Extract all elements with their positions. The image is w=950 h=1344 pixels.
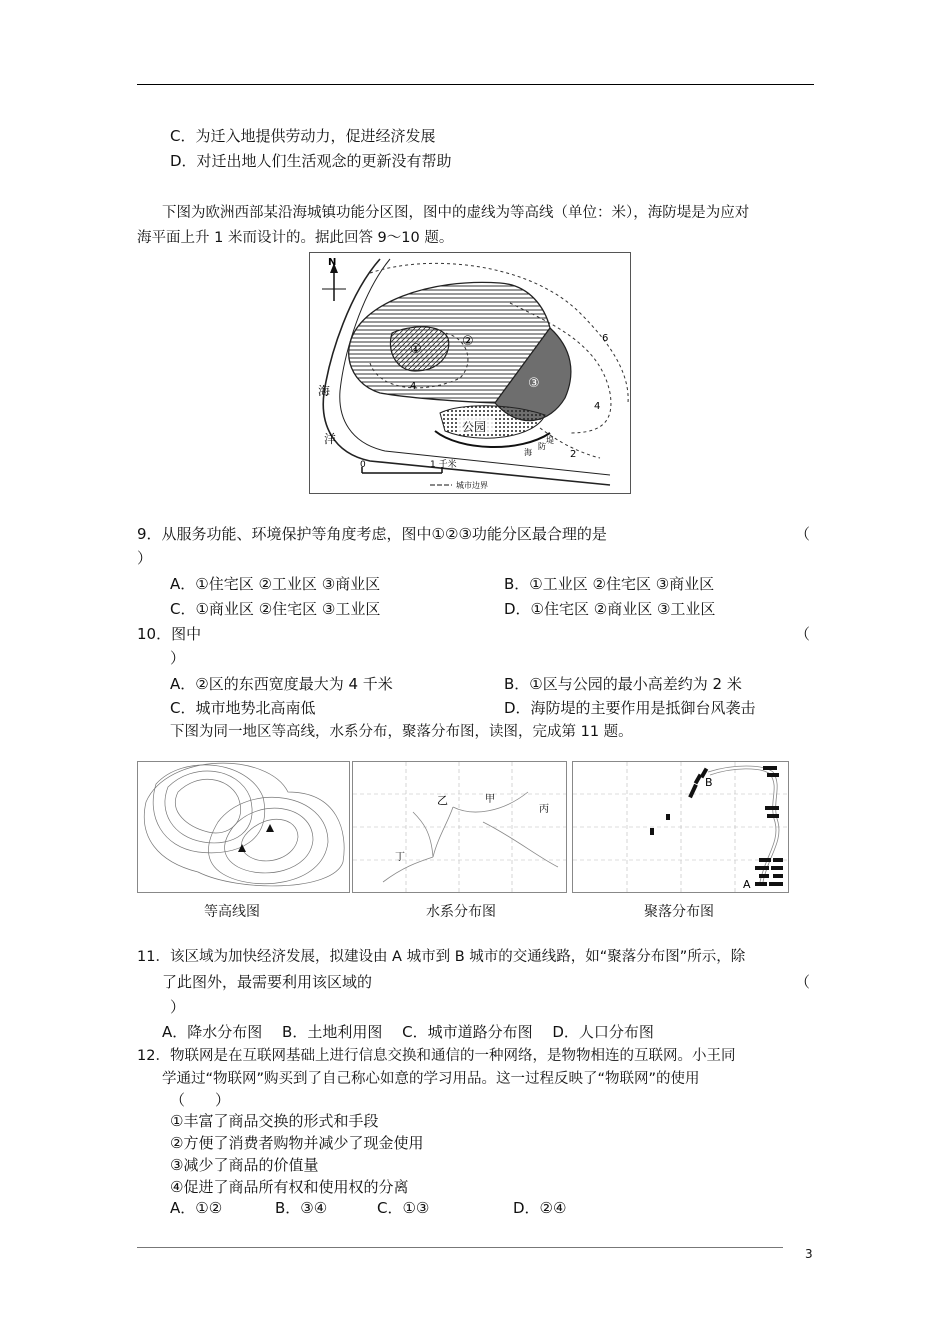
q12-line1: 12．物联网是在互联网基础上进行信息交换和通信的一种网络，是物物相连的互联网。小王同 (137, 1048, 736, 1064)
prev-option-c: C．为迁入地提供劳动力，促进经济发展 (170, 127, 436, 145)
scale-1km-label: 1 千米 (430, 460, 457, 470)
intro-9-10-line2: 海平面上升 1 米而设计的。据此回答 9～10 题。 (137, 230, 454, 246)
q11-paren-close: ） (170, 998, 186, 1016)
q11-paren-open: （ (795, 973, 811, 991)
q12-statement-4: ④促进了商品所有权和使用权的分离 (170, 1178, 409, 1196)
page-number: 3 (805, 1247, 813, 1261)
q9-paren-close: ） (137, 549, 153, 567)
zone-1-label: ① (410, 342, 422, 357)
legend-city-boundary: 城市边界 (456, 481, 488, 490)
q12-statement-1: ①丰富了商品交换的形式和手段 (170, 1112, 379, 1130)
q10-paren-close: ） (170, 649, 186, 667)
q12-option-d: D．②④ (513, 1199, 567, 1217)
q9-stem: 9．从服务功能、环境保护等角度考虑，图中①②③功能分区最合理的是 (137, 525, 607, 543)
q12-line2: 学通过“物联网”购买到了自己称心如意的学习用品。这一过程反映了“物联网”的使用 (162, 1071, 700, 1087)
park-label: 公园 (462, 420, 487, 434)
q10-paren-open: （ (795, 625, 811, 643)
q12-option-a: A．①② (170, 1199, 223, 1217)
q9-option-d: D．①住宅区 ②商业区 ③工业区 (504, 600, 716, 618)
scale-0-label: 0 (360, 460, 366, 470)
zone-2-label: ② (462, 334, 474, 349)
q12-paren: （ ） (170, 1091, 231, 1109)
north-label: N (328, 257, 337, 268)
dike-label-3: 海 (524, 448, 532, 457)
q9-option-c: C．①商业区 ②住宅区 ③工业区 (170, 600, 381, 618)
dike-label-2: 防 (538, 442, 546, 451)
settlement-map (572, 761, 789, 893)
q11-line1: 11．该区域为加快经济发展，拟建设由 A 城市到 B 城市的交通线路，如“聚落分布图”所示，除 (137, 949, 746, 965)
label-jia: 甲 (485, 794, 495, 805)
dike-label-1: 堤 (546, 436, 554, 445)
intro-9-10-line1: 下图为欧洲西部某沿海城镇功能分区图，图中的虚线为等高线（单位：米），海防堤是为应对 (162, 205, 750, 221)
header-rule (137, 84, 814, 85)
town-zone-map (309, 252, 631, 494)
sea-label-2: 洋 (324, 432, 337, 446)
q10-option-d: D．海防堤的主要作用是抵御台风袭击 (504, 699, 756, 717)
q11-line2: 了此图外，最需要利用该区域的 (162, 973, 373, 991)
q9-option-a: A．①住宅区 ②工业区 ③商业区 (170, 575, 381, 593)
q9-option-b: B．①工业区 ②住宅区 ③商业区 (504, 575, 715, 593)
label-ding: 丁 (395, 852, 405, 863)
label-bing: 丙 (539, 804, 549, 815)
footer-rule (137, 1247, 783, 1248)
river-map (352, 761, 567, 893)
sea-label-1: 海 (318, 384, 331, 398)
caption-contour: 等高线图 (204, 904, 260, 920)
q12-statement-2: ②方便了消费者购物并减少了现金使用 (170, 1134, 424, 1152)
label-B: B (705, 776, 713, 789)
contour-4b-label: 4 (594, 401, 601, 412)
caption-river: 水系分布图 (426, 904, 496, 920)
q12-option-b: B．③④ (275, 1199, 328, 1217)
contour-map (137, 761, 350, 893)
intro-11: 下图为同一地区等高线，水系分布，聚落分布图，读图，完成第 11 题。 (170, 724, 633, 740)
q11-options: A．降水分布图 B．土地利用图 C．城市道路分布图 D．人口分布图 (162, 1023, 654, 1041)
contour-2-label: 2 (570, 449, 577, 460)
prev-option-d: D．对迁出地人们生活观念的更新没有帮助 (170, 152, 452, 170)
q12-option-c: C．①③ (377, 1199, 430, 1217)
contour-4a-label: 4 (410, 381, 417, 392)
label-yi: 乙 (437, 794, 448, 807)
q9-paren-open: （ (795, 525, 811, 543)
contour-6-label: 6 (602, 333, 609, 344)
zone-3-label: ③ (528, 376, 540, 391)
q12-statement-3: ③减少了商品的价值量 (170, 1156, 319, 1174)
q10-stem: 10．图中 (137, 625, 202, 643)
q10-option-a: A．②区的东西宽度最大为 4 千米 (170, 675, 393, 693)
q10-option-b: B．①区与公园的最小高差约为 2 米 (504, 675, 742, 693)
q10-option-c: C．城市地势北高南低 (170, 699, 316, 717)
label-A: A (743, 878, 751, 891)
caption-settlement: 聚落分布图 (644, 904, 714, 920)
